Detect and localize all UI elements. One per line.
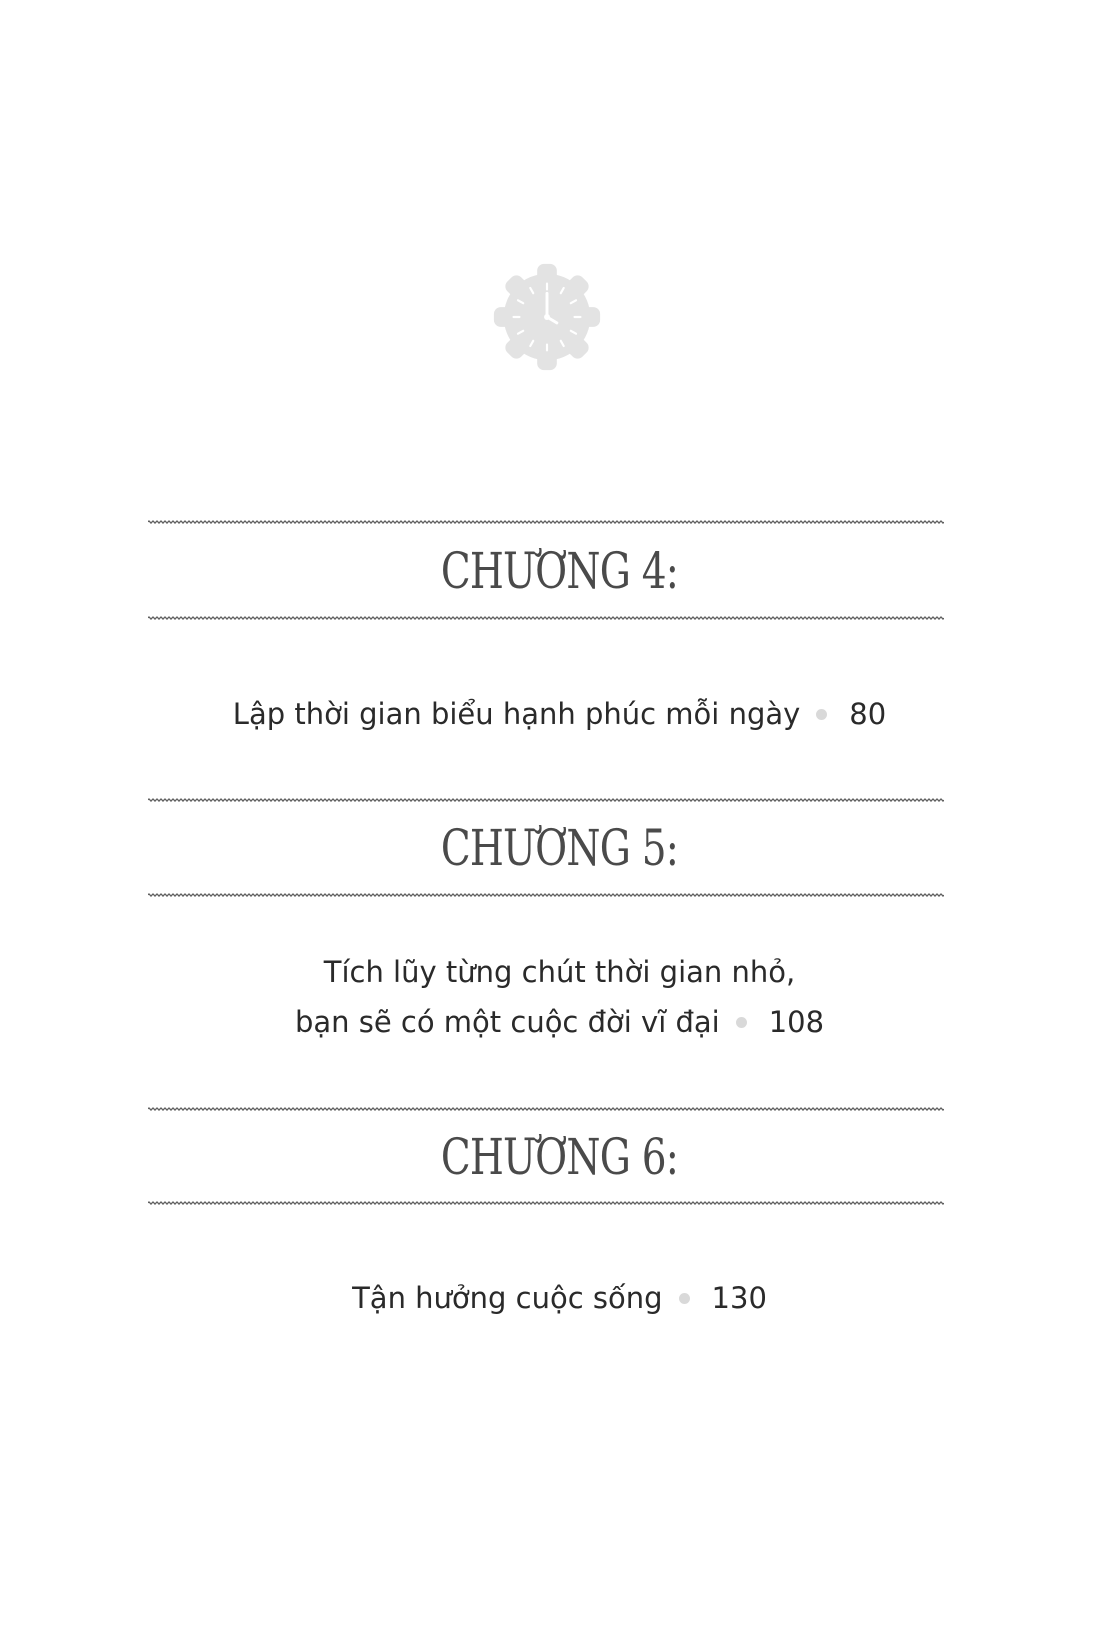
toc-entry bbox=[0, 697, 1119, 731]
entry-title: Tích lũy từng chút thời gian nhỏ, bbox=[323, 955, 796, 989]
wave-divider bbox=[148, 613, 944, 623]
page-number: 80 bbox=[849, 697, 887, 731]
wave-divider bbox=[148, 1198, 944, 1208]
chapter-title: CHƯƠNG 6: bbox=[440, 1128, 679, 1186]
page-number: 108 bbox=[768, 1005, 825, 1039]
entry-title: bạn sẽ có một cuộc đời vĩ đại bbox=[294, 1005, 720, 1039]
bullet-dot bbox=[679, 1293, 690, 1304]
wave-divider bbox=[148, 890, 944, 900]
entry-title: Lập thời gian biểu hạnh phúc mỗi ngày bbox=[232, 697, 801, 731]
page-number: 130 bbox=[711, 1281, 767, 1315]
chapter-title: CHƯƠNG 4: bbox=[440, 542, 679, 600]
entry-title: Tận hưởng cuộc sống bbox=[352, 1281, 663, 1315]
wave-divider bbox=[148, 517, 944, 527]
toc-entry-line bbox=[0, 1005, 1119, 1039]
bullet-dot bbox=[736, 1017, 747, 1028]
bullet-dot bbox=[816, 709, 827, 720]
gear-clock-icon bbox=[488, 258, 606, 376]
chapter-title: CHƯƠNG 5: bbox=[440, 819, 679, 877]
toc-entry bbox=[0, 1281, 1119, 1315]
wave-divider bbox=[148, 795, 944, 805]
toc-entry-line bbox=[0, 955, 1119, 989]
wave-divider bbox=[148, 1104, 944, 1114]
